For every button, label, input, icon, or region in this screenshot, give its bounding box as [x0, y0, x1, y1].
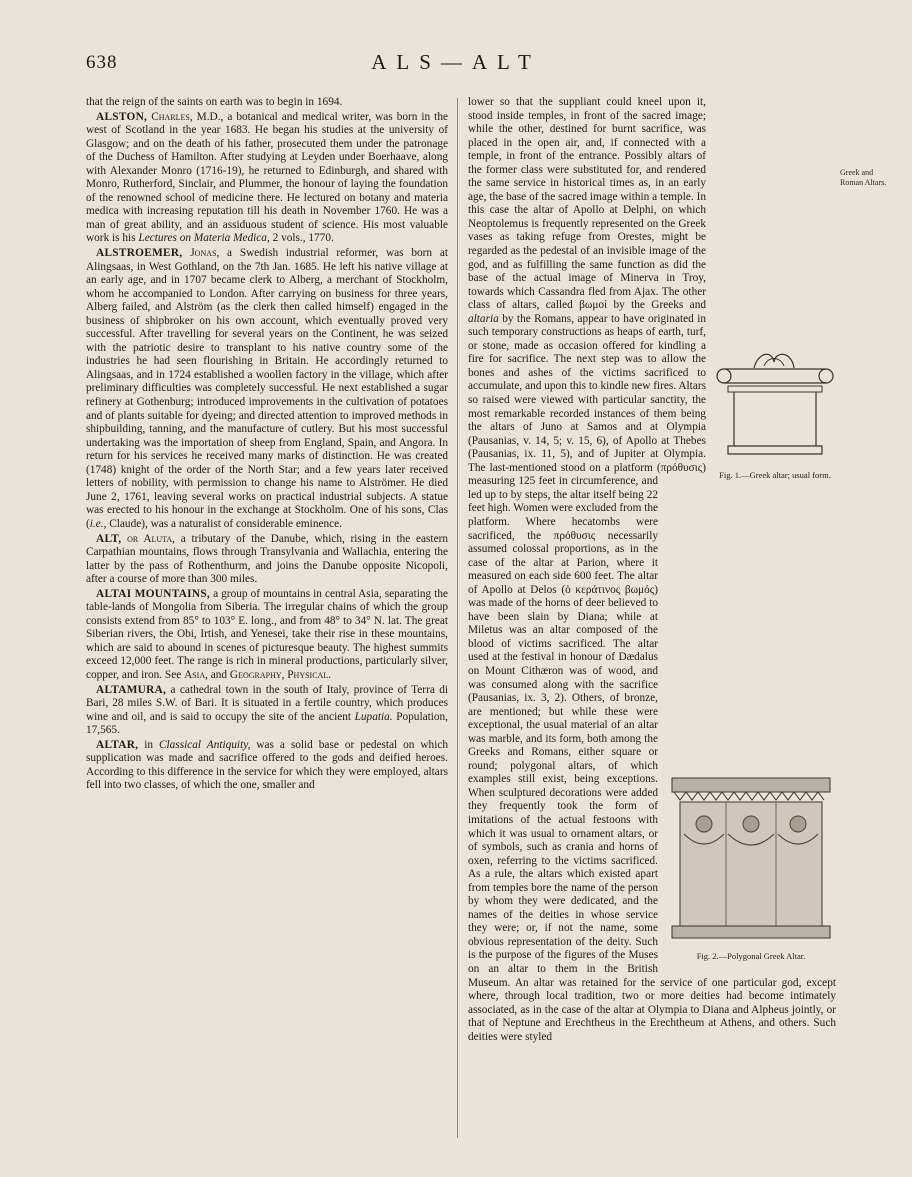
right-column [468, 96, 836, 1045]
polygonal-altar-illustration [666, 774, 836, 944]
article-altai-mountains: ALTAI MOUNTAINS, a group of mountains in central Asia, separating the table-lands of Mongolia from Siberia. The irregular chains of which the group consists extend from 85° to 103° E. long., and from 48° to 34° N. lat. The great Siberian rivers, the Obi, Irtish, and Yenesei, take their rise in these mountains, which are said to abound in scenes of picturesque beauty. The highest summits exceed 12,000 feet. The range is rich in mineral productions, particularly silver, copper, and iron. See Asia, and Geography, Physical. [86, 587, 448, 681]
page-header [86, 52, 826, 86]
article-continuation: that the reign of the saints on earth was to begin in 1694. [86, 96, 343, 108]
figure-1-caption: Fig. 1.—Greek altar; usual form. [719, 469, 831, 480]
headword: ALTAR, [96, 738, 139, 751]
headword: ALSTON, [96, 110, 148, 123]
headword: ALTAMURA, [96, 683, 167, 696]
headword: ALSTROEMER, [96, 247, 183, 260]
left-column [86, 96, 448, 794]
column-divider [457, 98, 458, 1138]
greek-altar-illustration [714, 346, 836, 462]
figure-1 [714, 346, 836, 480]
running-head: ALS—ALT [371, 50, 541, 74]
page-number: 638 [86, 52, 118, 73]
figure-2 [666, 774, 836, 962]
margin-note: Greek and Roman Altars. [840, 168, 887, 187]
article-altar: ALTAR, in Classical Antiquity, was a solid base or pedestal on which supplication was made and sacrifice offered to the gods and deified heroes. According to this difference in the service for which they were employed, altars fell into two classes, of which the one, smaller and [86, 738, 448, 792]
article-altar-continued: lower so that the suppliant could kneel upon it, stood inside temples, in front of the sacred image; while the other, destined for burnt sacrifice, was placed in the open air, and, if connected with a temple, in front of the entrance. Possibly altars of the former class were substituted for, and rendered the same service in historical times as, in an early age, the base of the sacred image within a temple. In this case the altar of Apollo at Delphi, on which Neoptolemus is frequently represented on the Greek vases as taking refuge from Orestes, might be regarded as the pedestal of an invisible image of the god, and as fulfilling the same function as did the base of the actual image of Minerva in Troy, towards which Cassandra fled from Ajax. The other class of altars, called βωμοί by the Greeks and altaria by the Romans, appear to have originated in such temporary constructions as heaps of earth, turf, or stone, made as occasion offered for kindling a fire for sacrifice. The next step was to allow the bones and ashes of the victims sacrificed to accumulate, and upon this to kindle new fires. Altars so raised were viewed with particular sanctity, the most remarkable recorded instances of them being the altars of Juno at Samos and at Olympia (Pausanias, v. 14, 5; v. 15, 6), of Apollo at Thebes (Pausanias, ix. 11, 5), and of Jupiter at Olympia. The last-mentioned stood on a platform (πρόθυσις) measuring 125 feet in circumference, and led up to by steps, the altar itself being 22 feet high. Women were excluded from the platform. Where hecatombs were sacrificed, the πρόθυσις necessarily assumed colossal proportions, as in the case of the altar at Parion, where it measured on each side 600 feet. The altar of Apollo at Delos (ὁ κεράτινος βωμός) was made of the horns of deer believed to have been slain by Diana; while at Miletus was an altar composed of the blood of victims sacrificed. The altar used at the festival in honour of Dædalus on Mount Cithæron was of wood, and was consumed along with the sacrifice (Pausanias, ix. 3, 2). Others, of bronze, are mentioned; but while these were exceptional, the usual material of an altar was marble, and its form, both among the Greeks and Romans, either square or round; polygonal altars, of which examples still exist, being exceptions. When sculptured decorations were added they frequently took the form of imitations of the actual festoons with which it was usual to ornament altars, or of symbols, such as crania and horns of oxen, referring to the victims sacrificed. As a rule, the altars which existed apart from temples bore the name of the person by whom they were dedicated, and the names of the deities in whose service they were; or, if not the name, some obvious representation of the deity. Such is the purpose of the figures of the Muses on an altar to them in the British Museum. An altar was retained for the service of one particular god, except where, through local tradition, two or more deities had become intimately associated, as in the case of the altar at Olympia to Diana and Alpheus jointly, or that of Neptune and Erechtheus in the Erechtheum at Athens, and others. Such deities were styled [468, 96, 836, 1043]
article-altamura: ALTAMURA, a cathedral town in the south of Italy, province of Terra di Bari, 28 miles S.W. of Bari. It is situated in a fertile country, which produces wine and oil, and is said to occupy the site of the ancient Lupatia. Population, 17,565. [86, 683, 448, 737]
figure-2-caption: Fig. 2.—Polygonal Greek Altar. [696, 951, 806, 962]
article-alston: ALSTON, Charles, M.D., a botanical and medical writer, was born in the west of Scotland in the year 1683. He began his studies at the university of Glasgow; and on the death of his father, prosecuted them under the patronage of the Duchess of Hamilton. After studying at Leyden under Boerhaave, along with Alexander Monro (1716-19), he returned to Edinburgh, and shared with Monro, Rutherford, Sinclair, and Plummer, the honour of laying the foundation of the renowned school of medicine there. He lectured on botany and materia medica with increasing reputation till his death in November 1760. He was a man of great ability, and an assiduous student of science. His most valuable work is his Lectures on Materia Medica, 2 vols., 1770. [86, 110, 448, 245]
article-alstroemer: ALSTROEMER, Jonas, a Swedish industrial reformer, was born at Alingsaas, in West Gothland, on the 7th Jan. 1685. He left his native village at an early age, and in 1707 became clerk to Alberg, a merchant of Stockholm, whom he accompanied to London. After carrying on business for three years, Alberg failed, and Alström (as the clerk then called himself) engaged in the business of shipbroker on his own account, which eventually proved very successful. After travelling for several years on the Continent, he was seized with the patriotic desire to transplant to his native country some of the industries he had seen flourishing in Britain. He accordingly returned to Alingsaas, and in 1724 established a woollen factory in the village, which after preliminary difficulties was completely successful. He next established a sugar refinery at Gothenburg; introduced improvements in the cultivation of potatoes and of plants suitable for dyeing; and directed attention to improved methods in shipbuilding, tanning, and the manufacture of cutlery. But his most successful undertaking was the importation of sheep from England, Spain, and Angora. In return for his services he received many marks of distinction. He was created (1748) knight of the order of the North Star; and a few years later received letters of nobility, with permission to change his name to Alströmer. He died June 2, 1761, leaving several works on practical industrial subjects. A statue was erected to his honour in the exchange at Stockholm. One of his sons, Clas (i.e., Claude), was a naturalist of considerable eminence. [86, 247, 448, 530]
headword: ALTAI MOUNTAINS, [96, 587, 211, 600]
headword: ALT, [96, 532, 122, 545]
article-alt: ALT, or Aluta, a tributary of the Danube, which, rising in the eastern Carpathian mountains, flows through Transylvania and Wallachia, entering the latter by the pass of Rothenthurm, and joins the Danube opposite Nicopoli, after a course of more than 300 miles. [86, 532, 448, 586]
